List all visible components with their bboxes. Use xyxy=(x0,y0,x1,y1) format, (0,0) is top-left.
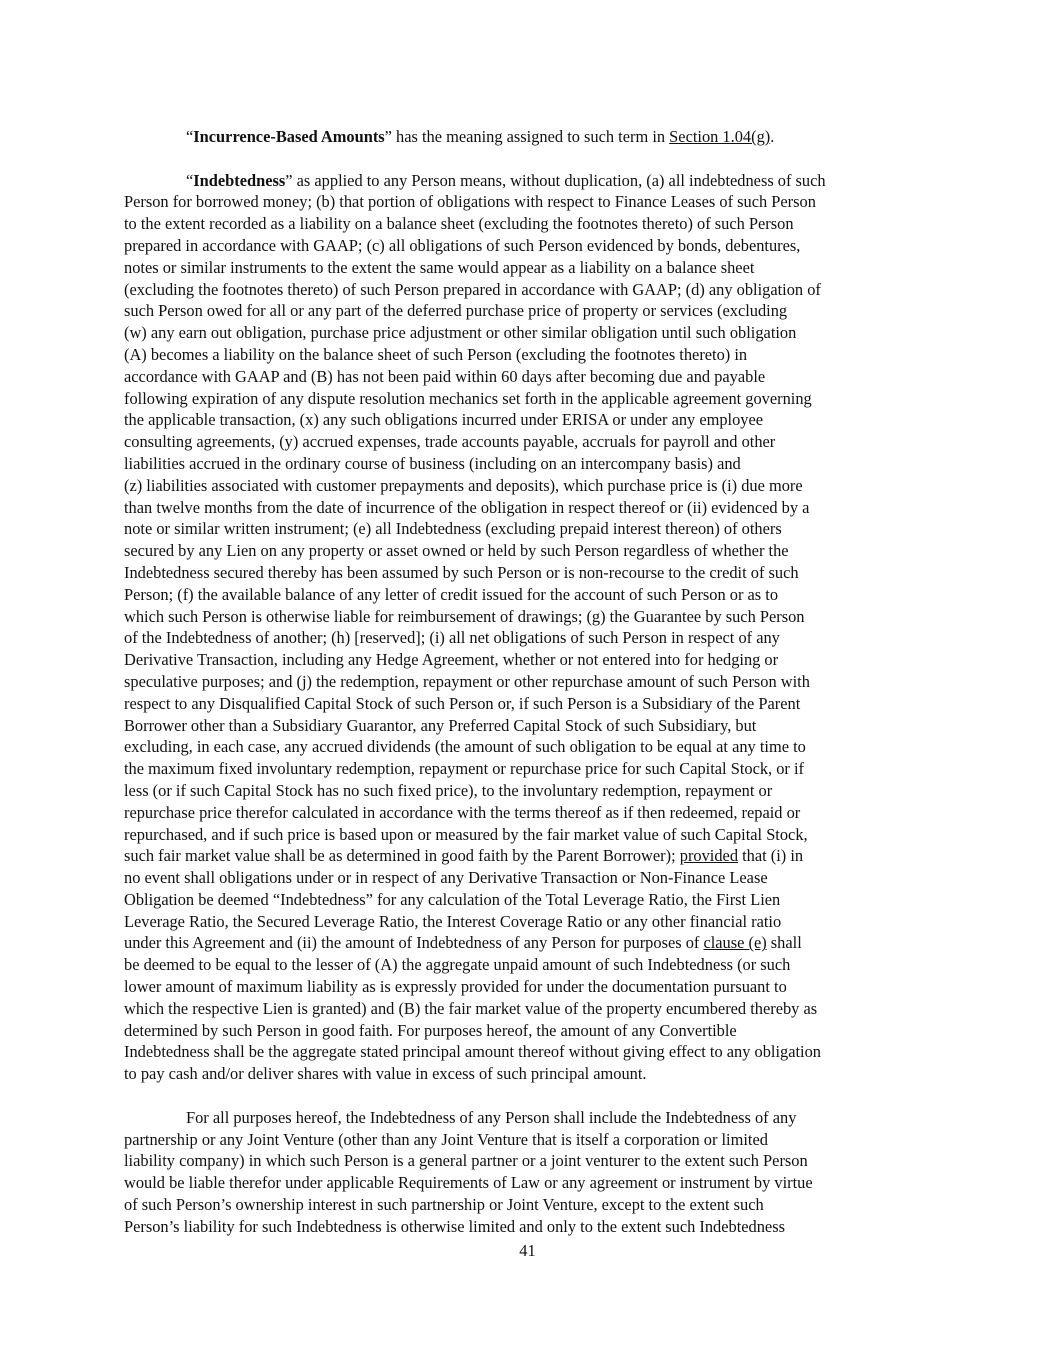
provided-term: provided xyxy=(679,846,739,866)
text-line: consulting agreements, (y) accrued expenses, trade accounts payable, accruals for payroll and other xyxy=(124,432,776,452)
text-line: Obligation be deemed “Indebtedness” for any calculation of the Total Leverage Ratio, the First Lien xyxy=(124,889,781,909)
definition-text: ” has the meaning assigned to such term in xyxy=(384,127,670,146)
text-line: of the Indebtedness of another; (h) [reserved]; (i) all net obligations of such Person in respect of any xyxy=(124,628,780,648)
page-number: 41 xyxy=(519,1241,536,1260)
text-line: of such Person’s ownership interest in such partnership or Joint Venture, except to the extent such xyxy=(124,1195,764,1215)
text-line: respect to any Disqualified Capital Stock of such Person or, if such Person is a Subsidiary of the Parent xyxy=(124,693,801,713)
text-line: speculative purposes; and (j) the redemption, repayment or other repurchase amount of such Person with xyxy=(124,671,810,691)
text-line: partnership or any Joint Venture (other than any Joint Venture that is itself a corporation or limited xyxy=(124,1129,768,1149)
text-line: (A) becomes a liability on the balance sheet of such Person (excluding the footnotes thereto) in xyxy=(124,344,748,364)
text-line: (w) any earn out obligation, purchase price adjustment or other similar obligation until such obligation xyxy=(124,323,797,343)
provided-line-post: that (i) in xyxy=(738,846,804,866)
text-line: the applicable transaction, (x) any such obligations incurred under ERISA or under any employee xyxy=(124,410,764,430)
indebtedness-first-line xyxy=(124,170,934,192)
text-line: the maximum fixed involuntary redemption, repayment or repurchase price for such Capital Stock, or if xyxy=(124,759,805,779)
text-line: Derivative Transaction, including any Hedge Agreement, whether or not entered into for hedging or xyxy=(124,650,779,670)
text-line: liability company) in which such Person is a general partner or a joint venturer to the extent such Person xyxy=(124,1151,808,1171)
definition-indebtedness xyxy=(124,170,934,1085)
text-line: Indebtedness shall be the aggregate stated principal amount thereof without giving effect to any obligation xyxy=(124,1042,822,1062)
text-line: Person for borrowed money; (b) that portion of obligations with respect to Finance Leases of such Person xyxy=(124,192,816,212)
section-reference-link[interactable]: Section 1.04(g) xyxy=(669,127,771,146)
text-line: (z) liabilities associated with customer prepayments and deposits), which purchase price is (i) due more xyxy=(124,475,803,495)
indebtedness-lines-c xyxy=(124,954,934,1085)
text-line: lower amount of maximum liability as is expressly provided for under the documentation pursuant to xyxy=(124,977,787,997)
text-line: to the extent recorded as a liability on a balance sheet (excluding the footnotes thereto) of such Person xyxy=(124,214,794,234)
definition-end: . xyxy=(770,127,775,146)
text-line: Borrower other than a Subsidiary Guarantor, any Preferred Capital Stock of such Subsidiary, but xyxy=(124,715,757,735)
definition-incurrence-based-amounts xyxy=(124,126,934,148)
text-line: would be liable therefor under applicable Requirements of Law or any agreement or instrument by virtue xyxy=(124,1173,813,1193)
text-line: repurchase price therefor calculated in accordance with the terms thereof as if then redeemed, repaid or xyxy=(124,802,801,822)
open-quote: “ xyxy=(186,127,194,146)
text-line: Leverage Ratio, the Secured Leverage Ratio, the Interest Coverage Ratio or any other financial ratio xyxy=(124,911,782,931)
text-line: no event shall obligations under or in respect of any Derivative Transaction or Non-Finance Lease xyxy=(124,868,768,888)
text-line: which such Person is otherwise liable for reimbursement of drawings; (g) the Guarantee by such Person xyxy=(124,606,805,626)
text-line: such Person owed for all or any part of the deferred purchase price of property or services (excluding xyxy=(124,301,788,321)
provided-line xyxy=(124,845,934,867)
clause-line-pre: under this Agreement and (ii) the amount of Indebtedness of any Person for purposes of xyxy=(124,933,704,953)
document-page xyxy=(124,126,934,1259)
clause-line xyxy=(124,932,934,954)
text-line: less (or if such Capital Stock has no such fixed price), to the involuntary redemption, repayment or xyxy=(124,780,773,800)
defined-term: Incurrence-Based Amounts xyxy=(193,127,385,146)
provided-line-pre: such fair market value shall be as determined in good faith by the Parent Borrower); xyxy=(124,846,680,866)
text-line: Indebtedness secured thereby has been assumed by such Person or is non-recourse to the credit of such xyxy=(124,562,799,582)
text-line: liabilities accrued in the ordinary course of business (including on an intercompany basis) and xyxy=(124,453,741,473)
text-line: Person’s liability for such Indebtedness is otherwise limited and only to the extent such Indebtedness xyxy=(124,1216,785,1236)
indebtedness-lines-b xyxy=(124,867,934,932)
text-line: which the respective Lien is granted) and (B) the fair market value of the property encumbered thereby as xyxy=(124,998,818,1018)
text-line: notes or similar instruments to the extent the same would appear as a liability on a balance sheet xyxy=(124,257,755,277)
text-line: secured by any Lien on any property or asset owned or held by such Person regardless of whether the xyxy=(124,541,789,561)
text-line: be deemed to be equal to the lesser of (A) the aggregate unpaid amount of such Indebtedness (or such xyxy=(124,955,791,975)
text-line: accordance with GAAP and (B) has not been paid within 60 days after becoming due and payable xyxy=(124,366,766,386)
definition-text: ” as applied to any Person means, without duplication, (a) all indebtedness of such xyxy=(285,170,826,190)
text-line: determined by such Person in good faith. For purposes hereof, the amount of any Convertible xyxy=(124,1020,737,1040)
text-line: note or similar written instrument; (e) all Indebtedness (excluding prepaid interest thereon) of others xyxy=(124,519,782,539)
text-line: Person; (f) the available balance of any letter of credit issued for the account of such Person or as to xyxy=(124,584,779,604)
text-line: excluding, in each case, any accrued dividends (the amount of such obligation to be equal at any time to xyxy=(124,737,806,757)
open-quote: “ xyxy=(186,170,194,190)
indebtedness-lines-a xyxy=(124,191,934,845)
text-line: For all purposes hereof, the Indebtedness of any Person shall include the Indebtedness of any xyxy=(186,1107,797,1127)
text-line: to pay cash and/or deliver shares with value in excess of such principal amount. xyxy=(124,1064,647,1084)
text-line: (excluding the footnotes thereto) of such Person prepared in accordance with GAAP; (d) any obligation of xyxy=(124,279,821,299)
text-line: than twelve months from the date of incurrence of the obligation in respect thereof or (ii) evidenced by a xyxy=(124,497,810,517)
clause-line-post: shall xyxy=(766,933,802,953)
defined-term: Indebtedness xyxy=(193,170,286,190)
clause-e-reference-link[interactable]: clause (e) xyxy=(703,933,767,953)
text-line: following expiration of any dispute resolution mechanics set forth in the applicable agreement governing xyxy=(124,388,812,408)
paragraph-all-purposes xyxy=(124,1107,934,1238)
text-line: repurchased, and if such price is based upon or measured by the fair market value of such Capital Stock, xyxy=(124,824,808,844)
text-line: prepared in accordance with GAAP; (c) all obligations of such Person evidenced by bonds, debentures, xyxy=(124,235,801,255)
purposes-lines xyxy=(124,1107,934,1238)
